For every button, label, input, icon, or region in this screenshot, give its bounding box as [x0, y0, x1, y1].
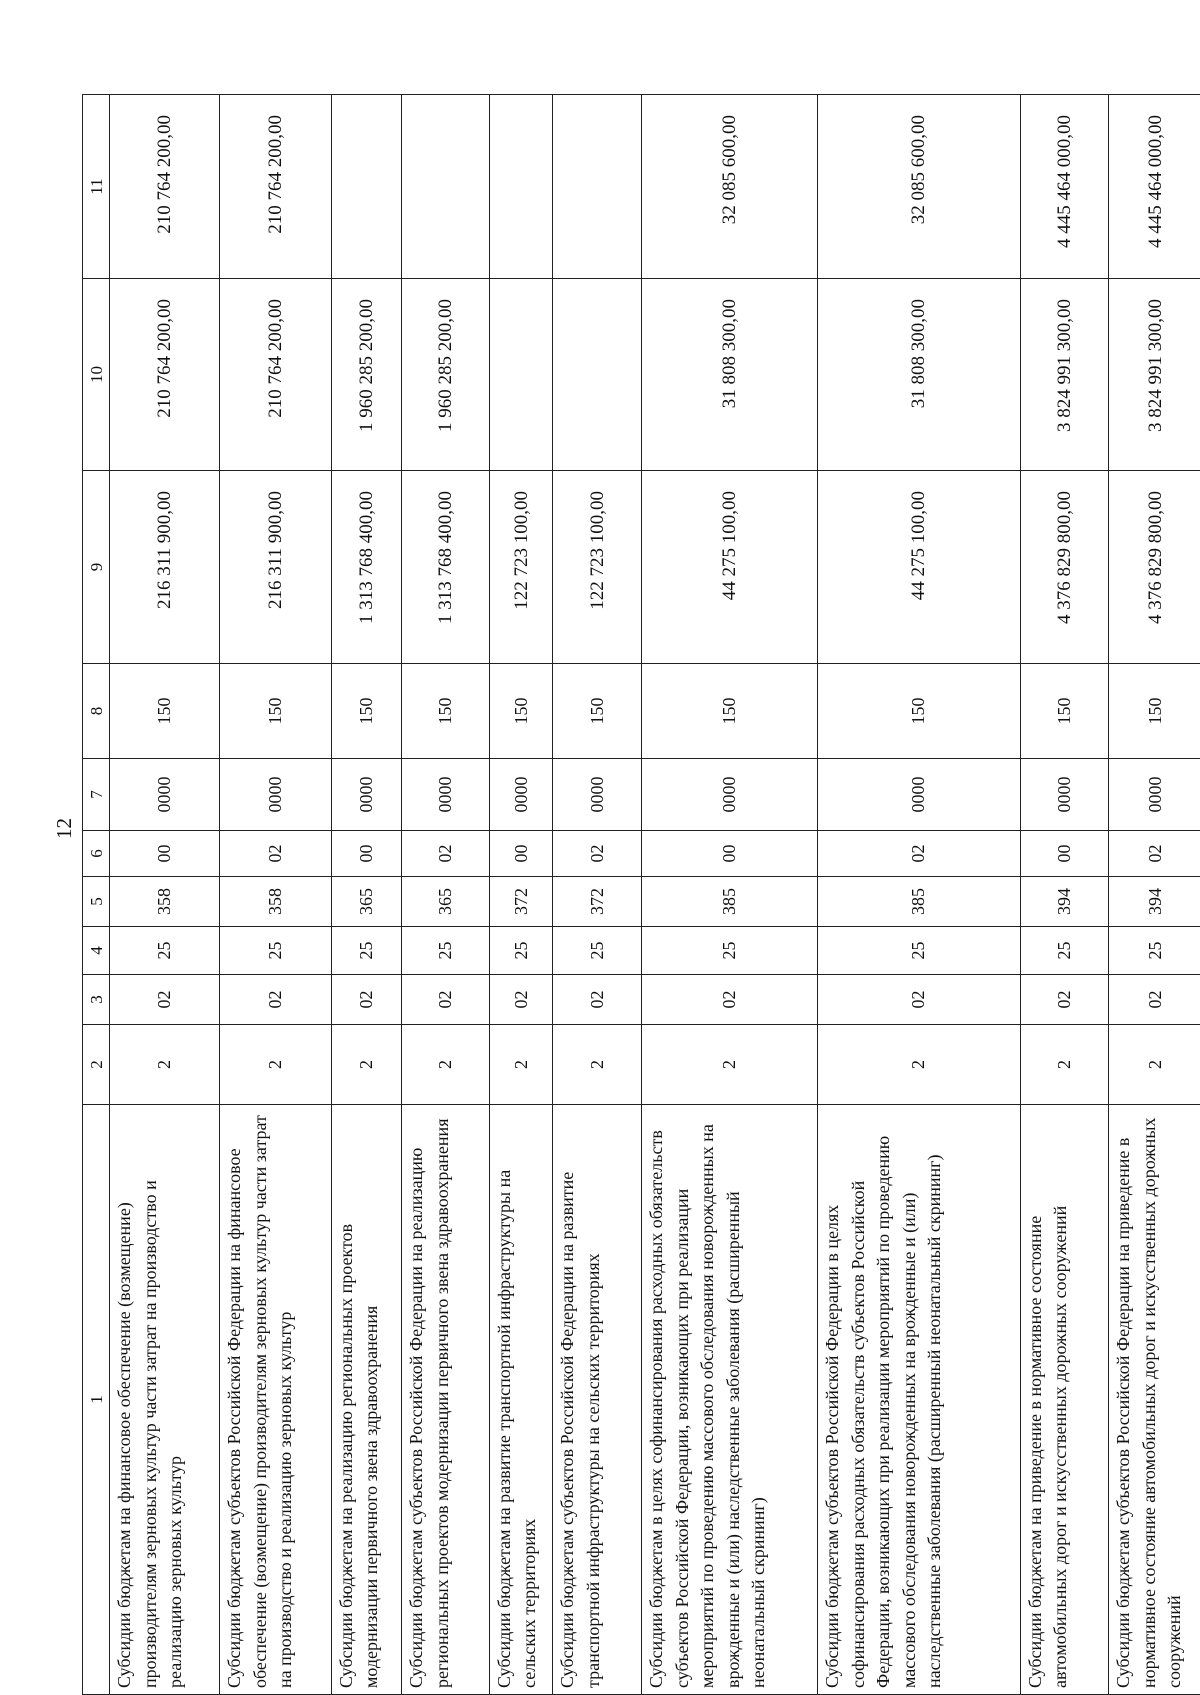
- cell-col4: 25: [553, 927, 642, 975]
- cell-col7: 0000: [110, 759, 220, 831]
- cell-col5: 394: [1109, 877, 1200, 927]
- cell-col3: 02: [489, 975, 553, 1025]
- header-cell: 9: [83, 471, 110, 664]
- header-cell: 1: [83, 1105, 110, 1695]
- cell-col10: 210 764 200,00: [110, 279, 220, 471]
- cell-col11: [331, 95, 401, 279]
- cell-col10: [489, 279, 553, 471]
- row-description: Субсидии бюджетам субъектов Российской Федерации на приведение в нормативное состояние автомобильных дорог и искусственных дорожных сооружений: [1109, 1105, 1200, 1695]
- cell-col10: 31 808 300,00: [642, 279, 818, 471]
- row-description: Субсидии бюджетам субъектов Российской Федерации в целях софинансирования расходных обязательств субъектов Российской Федерации, возникающих при реализации мероприятий по проведению массового обследования новорожденных на врожденные и (или) наследственные заболевания (расширенный неонатальный скрининг): [818, 1105, 1020, 1695]
- cell-col4: 25: [402, 927, 490, 975]
- budget-table: [82, 94, 1200, 1695]
- cell-col6: 00: [1020, 831, 1109, 877]
- cell-col11: 4 445 464 000,00: [1020, 95, 1109, 279]
- table-header-row: [83, 95, 110, 1695]
- cell-col7: 0000: [553, 759, 642, 831]
- table-row: [402, 95, 490, 1695]
- cell-col7: 0000: [642, 759, 818, 831]
- cell-col8: 150: [402, 664, 490, 759]
- header-cell: 6: [83, 831, 110, 877]
- cell-col7: 0000: [818, 759, 1020, 831]
- cell-col9: 44 275 100,00: [642, 471, 818, 664]
- cell-col5: 385: [818, 877, 1020, 927]
- cell-col6: 02: [553, 831, 642, 877]
- cell-col2: 2: [331, 1025, 401, 1105]
- cell-col11: 210 764 200,00: [220, 95, 331, 279]
- cell-col3: 02: [553, 975, 642, 1025]
- cell-col4: 25: [220, 927, 331, 975]
- table-row: [553, 95, 642, 1695]
- cell-col9: 122 723 100,00: [489, 471, 553, 664]
- cell-col10: 31 808 300,00: [818, 279, 1020, 471]
- cell-col8: 150: [553, 664, 642, 759]
- cell-col9: 216 311 900,00: [220, 471, 331, 664]
- cell-col2: 2: [1109, 1025, 1200, 1105]
- table-row: [110, 95, 220, 1695]
- cell-col2: 2: [1020, 1025, 1109, 1105]
- cell-col7: 0000: [1020, 759, 1109, 831]
- cell-col11: 4 445 464 000,00: [1109, 95, 1200, 279]
- cell-col10: 3 824 991 300,00: [1109, 279, 1200, 471]
- header-cell: 8: [83, 664, 110, 759]
- cell-col4: 25: [642, 927, 818, 975]
- cell-col9: 1 313 768 400,00: [331, 471, 401, 664]
- cell-col8: 150: [331, 664, 401, 759]
- cell-col11: [402, 95, 490, 279]
- cell-col5: 358: [110, 877, 220, 927]
- cell-col2: 2: [220, 1025, 331, 1105]
- table-row: [642, 95, 818, 1695]
- cell-col9: 122 723 100,00: [553, 471, 642, 664]
- cell-col6: 00: [110, 831, 220, 877]
- cell-col6: 00: [489, 831, 553, 877]
- row-description: Субсидии бюджетам на реализацию региональных проектов модернизации первичного звена здравоохранения: [331, 1105, 401, 1695]
- header-cell: 10: [83, 279, 110, 471]
- row-description: Субсидии бюджетам в целях софинансирования расходных обязательств субъектов Российской Федерации, возникающих при реализации мероприятий по проведению массового обследования новорожденных на врожденные и (или) наследственные заболевания (расширенный неонатальный скрининг): [642, 1105, 818, 1695]
- cell-col9: 44 275 100,00: [818, 471, 1020, 664]
- cell-col2: 2: [642, 1025, 818, 1105]
- cell-col3: 02: [642, 975, 818, 1025]
- cell-col11: [553, 95, 642, 279]
- table-row: [1109, 95, 1200, 1695]
- cell-col10: 1 960 285 200,00: [331, 279, 401, 471]
- cell-col2: 2: [489, 1025, 553, 1105]
- header-cell: 11: [83, 95, 110, 279]
- cell-col2: 2: [818, 1025, 1020, 1105]
- table-row: [489, 95, 553, 1695]
- cell-col7: 0000: [331, 759, 401, 831]
- table-row: [220, 95, 331, 1695]
- row-description: Субсидии бюджетам субъектов Российской Федерации на финансовое обеспечение (возмещение) производителям зерновых культур части затрат на производство и реализацию зерновых культур: [220, 1105, 331, 1695]
- cell-col8: 150: [642, 664, 818, 759]
- cell-col4: 25: [818, 927, 1020, 975]
- cell-col8: 150: [489, 664, 553, 759]
- cell-col8: 150: [1109, 664, 1200, 759]
- header-cell: 5: [83, 877, 110, 927]
- cell-col5: 365: [331, 877, 401, 927]
- row-description: Субсидии бюджетам на развитие транспортной инфраструктуры на сельских территориях: [489, 1105, 553, 1695]
- cell-col4: 25: [331, 927, 401, 975]
- table-row: [1020, 95, 1109, 1695]
- cell-col5: 385: [642, 877, 818, 927]
- cell-col11: 32 085 600,00: [818, 95, 1020, 279]
- row-description: Субсидии бюджетам на финансовое обеспечение (возмещение) производителям зерновых культур части затрат на производство и реализацию зерновых культур: [110, 1105, 220, 1695]
- cell-col5: 394: [1020, 877, 1109, 927]
- header-cell: 2: [83, 1025, 110, 1105]
- cell-col4: 25: [1109, 927, 1200, 975]
- cell-col6: 00: [331, 831, 401, 877]
- cell-col9: 216 311 900,00: [110, 471, 220, 664]
- cell-col6: 02: [402, 831, 490, 877]
- cell-col8: 150: [818, 664, 1020, 759]
- row-description: Субсидии бюджетам на приведение в нормативное состояние автомобильных дорог и искусственных дорожных сооружений: [1020, 1105, 1109, 1695]
- cell-col2: 2: [110, 1025, 220, 1105]
- cell-col3: 02: [220, 975, 331, 1025]
- cell-col9: 1 313 768 400,00: [402, 471, 490, 664]
- cell-col10: 210 764 200,00: [220, 279, 331, 471]
- cell-col8: 150: [1020, 664, 1109, 759]
- rotated-table-container: [82, 95, 1200, 1695]
- header-cell: 7: [83, 759, 110, 831]
- cell-col6: 00: [642, 831, 818, 877]
- cell-col11: 32 085 600,00: [642, 95, 818, 279]
- cell-col11: [489, 95, 553, 279]
- cell-col8: 150: [110, 664, 220, 759]
- cell-col4: 25: [1020, 927, 1109, 975]
- cell-col5: 358: [220, 877, 331, 927]
- page-number: 12: [52, 818, 76, 839]
- row-description: Субсидии бюджетам субъектов Российской Федерации на реализацию региональных проектов модернизации первичного звена здравоохранения: [402, 1105, 490, 1695]
- cell-col2: 2: [553, 1025, 642, 1105]
- cell-col7: 0000: [402, 759, 490, 831]
- cell-col5: 372: [553, 877, 642, 927]
- row-description: Субсидии бюджетам субъектов Российской Федерации на развитие транспортной инфраструктуры на сельских территориях: [553, 1105, 642, 1695]
- cell-col3: 02: [402, 975, 490, 1025]
- cell-col7: 0000: [489, 759, 553, 831]
- cell-col2: 2: [402, 1025, 490, 1105]
- cell-col3: 02: [331, 975, 401, 1025]
- cell-col9: 4 376 829 800,00: [1020, 471, 1109, 664]
- cell-col10: 1 960 285 200,00: [402, 279, 490, 471]
- cell-col10: [553, 279, 642, 471]
- cell-col10: 3 824 991 300,00: [1020, 279, 1109, 471]
- cell-col3: 02: [110, 975, 220, 1025]
- cell-col7: 0000: [220, 759, 331, 831]
- header-cell: 4: [83, 927, 110, 975]
- cell-col5: 365: [402, 877, 490, 927]
- cell-col6: 02: [1109, 831, 1200, 877]
- cell-col9: 4 376 829 800,00: [1109, 471, 1200, 664]
- cell-col6: 02: [220, 831, 331, 877]
- cell-col3: 02: [818, 975, 1020, 1025]
- cell-col3: 02: [1020, 975, 1109, 1025]
- cell-col3: 02: [1109, 975, 1200, 1025]
- cell-col5: 372: [489, 877, 553, 927]
- table-row: [818, 95, 1020, 1695]
- cell-col6: 02: [818, 831, 1020, 877]
- header-cell: 3: [83, 975, 110, 1025]
- table-row: [331, 95, 401, 1695]
- cell-col4: 25: [110, 927, 220, 975]
- cell-col7: 0000: [1109, 759, 1200, 831]
- cell-col11: 210 764 200,00: [110, 95, 220, 279]
- cell-col4: 25: [489, 927, 553, 975]
- cell-col8: 150: [220, 664, 331, 759]
